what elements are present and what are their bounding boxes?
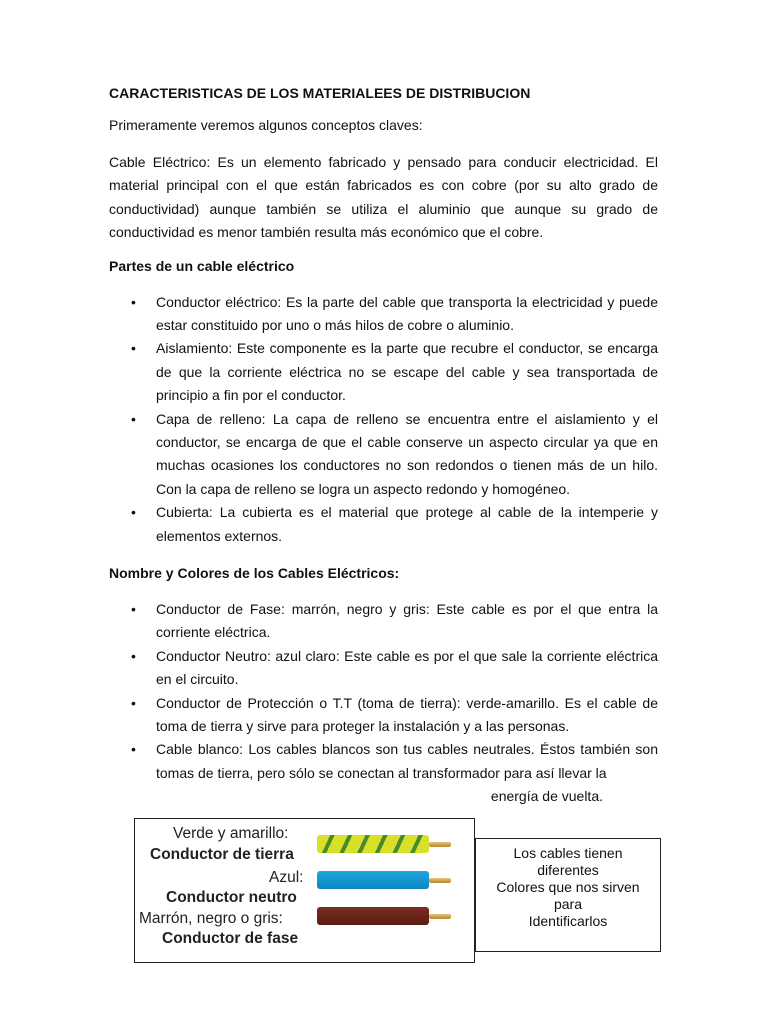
colors-list [109,598,658,809]
cable-definition: Cable Eléctrico: Es un elemento fabricado y pensado para conducir electricidad. El material principal con el que están fabricados es con cobre (por su alto grado de conductividad) aunque también se utiliza el aluminio que aunque su grado de conductividad es menor también resulta más económico que el cobre. [109,153,658,240]
neutral-cable-icon [317,871,429,889]
note-line: Colores que nos sirven [496,879,640,895]
note-box [475,838,661,952]
cable-colors-figure [134,818,475,963]
figure-label: Conductor de tierra [150,846,294,863]
copper-tip-icon [429,914,451,919]
list-item: • Cable blanco: Los cables blancos son tus cables neutrales. Éstos también son tomas de tierra, pero sólo se conectan al transformador para así llevar la energía de vuelta. [109,738,658,808]
note-line: para [553,896,583,912]
bullet-icon: • [131,741,136,758]
list-item: • Cubierta: La cubierta es el material que protege al cable de la intemperie y elementos externos. [109,501,658,548]
note-line: Identificarlos [528,913,608,929]
colors-heading: Nombre y Colores de los Cables Eléctricos: [109,564,400,581]
figure-label: Marrón, negro o gris: [139,910,283,927]
figure-label: Conductor de fase [162,930,299,947]
list-item: • Aislamiento: Este componente es la parte que recubre el conductor, se encarga de que la corriente eléctrica no se escape del cable y sea transportada de principio a fin por el conductor. [109,337,658,407]
bullet-icon: • [131,647,136,664]
parts-list [109,291,658,548]
list-item: • Conductor de Protección o T.T (toma de tierra): verde-amarillo. Es el cable de toma de tierra y sirve para proteger la instalación y a las personas. [109,692,658,739]
ground-cable-icon [317,835,429,853]
bullet-icon: • [131,340,136,357]
document-page [109,82,658,823]
phase-cable-icon [317,907,429,925]
bullet-icon: • [131,410,136,427]
figure-label: Azul: [269,869,304,886]
list-item: • Conductor eléctrico: Es la parte del cable que transporta la electricidad y puede estar constituido por uno o más hilos de cobre o aluminio. [109,291,658,338]
intro-text: Primeramente veremos algunos conceptos claves: [109,117,423,133]
parts-heading: Partes de un cable eléctrico [109,257,295,274]
list-item: • Conductor de Fase: marrón, negro y gris: Este cable es por el que entra la corriente eléctrica. [109,598,658,645]
copper-tip-icon [429,842,451,847]
bullet-icon: • [131,504,136,521]
bullet-icon: • [131,694,136,711]
copper-tip-icon [429,878,451,883]
figure-label: Verde y amarillo: [173,825,289,842]
bullet-icon: • [131,600,136,617]
list-item: • Conductor Neutro: azul claro: Este cable es por el que sale la corriente eléctrica en el circuito. [109,645,658,692]
list-item: • Capa de relleno: La capa de relleno se encuentra entre el aislamiento y el conductor, se encarga de que el cable conserve un aspecto circular ya que en muchas ocasiones los conductores no son redondos o tienen más de un hilo. Con la capa de relleno se logra un aspecto redondo y homogéneo. [109,408,658,502]
document-title: CARACTERISTICAS DE LOS MATERIALEES DE DISTRIBUCION [109,85,531,101]
figure-label: Conductor neutro [166,889,297,906]
note-line: diferentes [537,862,599,878]
bullet-icon: • [131,293,136,310]
note-line: Los cables tienen [513,845,623,861]
